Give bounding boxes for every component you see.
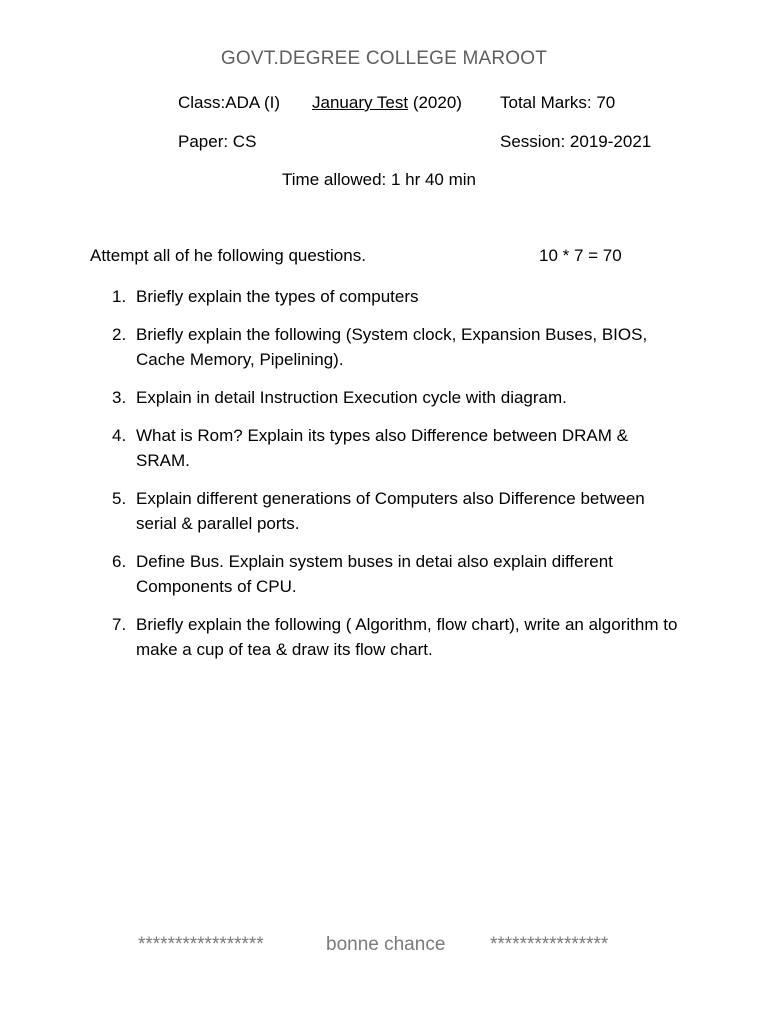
total-marks: Total Marks: 70 bbox=[500, 93, 616, 112]
test-name: January Test bbox=[312, 93, 409, 112]
footer-stars-right: **************** bbox=[490, 934, 609, 955]
question-item bbox=[104, 322, 684, 372]
session-label: Session: 2019-2021 bbox=[500, 132, 652, 151]
question-number: 6. bbox=[112, 552, 127, 571]
question-text: What is Rom? Explain its types also Difference between DRAM & SRAM. bbox=[136, 426, 628, 470]
question-number: 5. bbox=[112, 489, 127, 508]
class-label: Class:ADA (I) bbox=[178, 93, 281, 112]
question-item bbox=[104, 423, 684, 473]
question-number: 4. bbox=[112, 426, 127, 445]
question-number: 7. bbox=[112, 615, 127, 634]
paper-label: Paper: CS bbox=[178, 132, 257, 151]
question-text: Define Bus. Explain system buses in detai also explain different Components of CPU. bbox=[136, 552, 613, 596]
test-year: (2020) bbox=[412, 93, 462, 112]
question-item bbox=[104, 612, 684, 662]
question-text: Briefly explain the following ( Algorithm, flow chart), write an algorithm to make a cup of tea & draw its flow chart. bbox=[136, 615, 678, 659]
question-number: 1. bbox=[112, 287, 127, 306]
question-text: Explain different generations of Computers also Difference between serial & parallel ports. bbox=[136, 489, 645, 533]
test-title bbox=[312, 93, 462, 113]
question-item bbox=[104, 549, 684, 599]
question-item bbox=[104, 385, 684, 410]
question-number: 3. bbox=[112, 388, 127, 407]
question-text: Briefly explain the types of computers bbox=[136, 287, 419, 306]
question-text: Briefly explain the following (System clock, Expansion Buses, BIOS, Cache Memory, Pipelining). bbox=[136, 325, 648, 369]
question-list bbox=[104, 284, 684, 675]
question-item bbox=[104, 486, 684, 536]
question-item bbox=[104, 284, 684, 309]
question-number: 2. bbox=[112, 325, 127, 344]
instructions-text: Attempt all of he following questions. bbox=[90, 246, 366, 265]
question-text: Explain in detail Instruction Execution cycle with diagram. bbox=[136, 388, 567, 407]
time-allowed: Time allowed: 1 hr 40 min bbox=[282, 170, 477, 189]
marks-formula: 10 * 7 = 70 bbox=[539, 246, 622, 265]
footer-text: bonne chance bbox=[326, 934, 446, 955]
college-title: GOVT.DEGREE COLLEGE MAROOT bbox=[220, 48, 548, 69]
footer-stars-left: ***************** bbox=[138, 934, 264, 955]
